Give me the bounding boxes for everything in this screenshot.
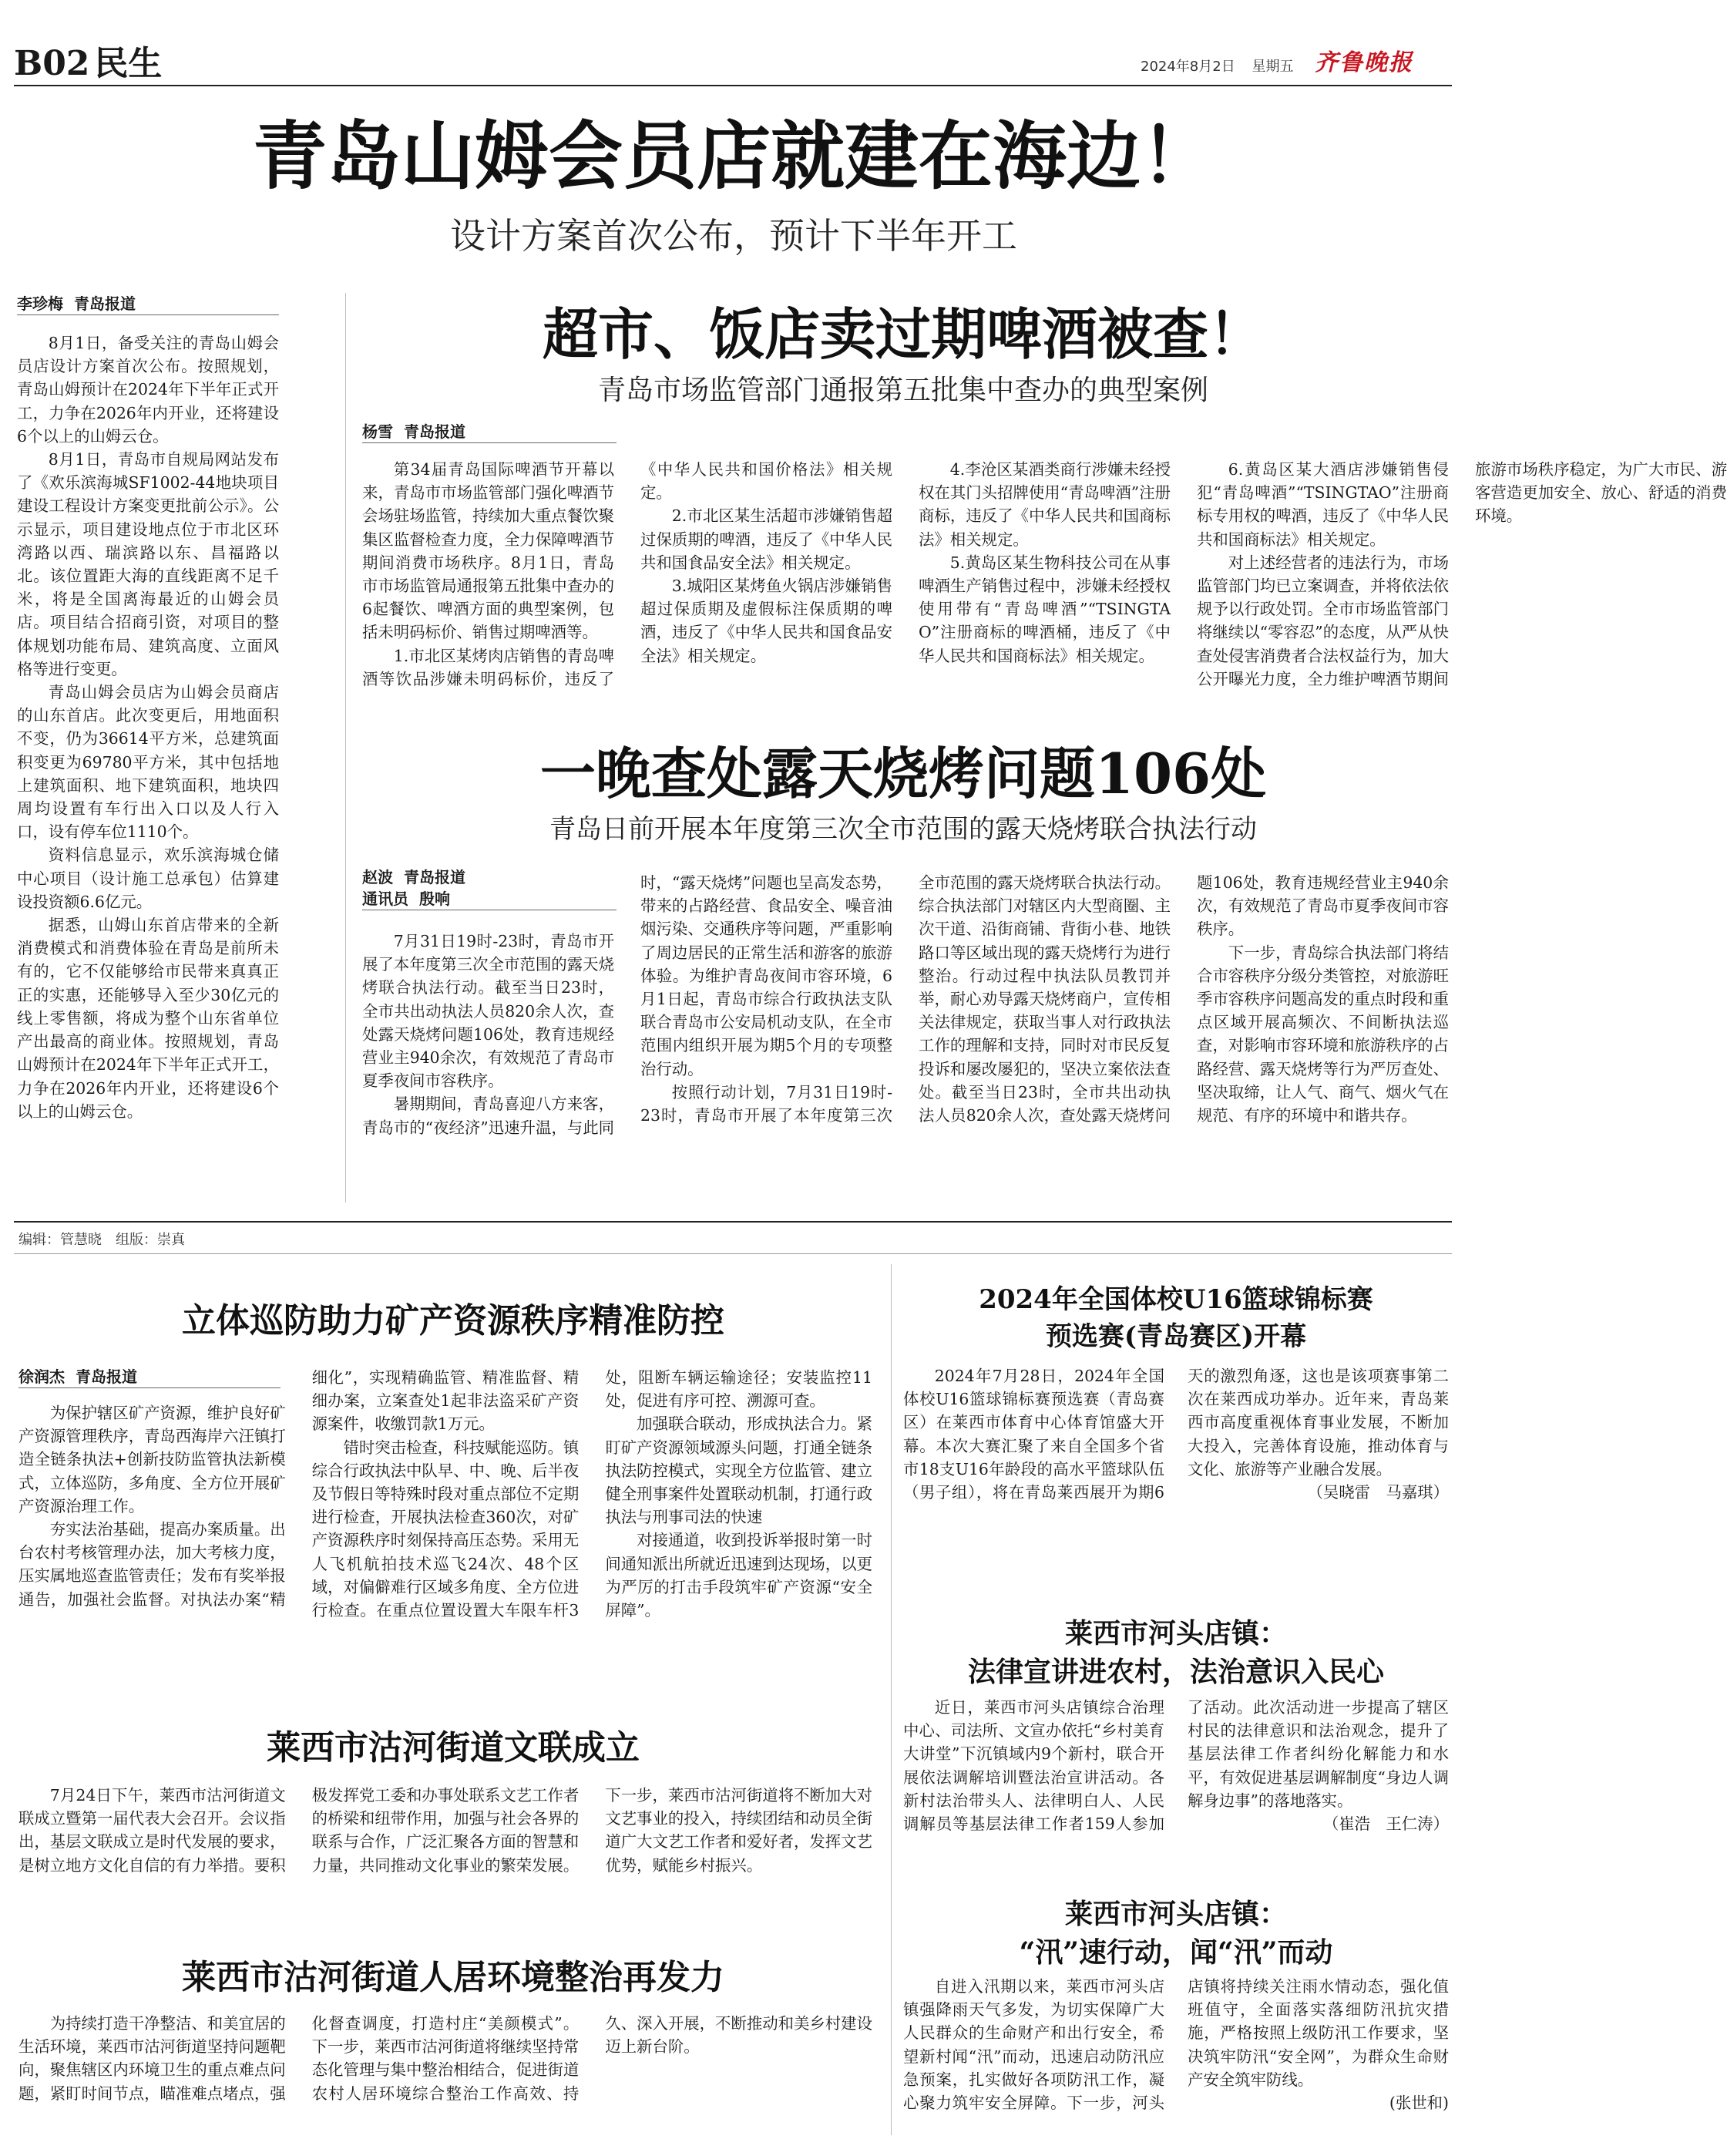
article6-title-line1: 莱西市河头店镇： — [1064, 1617, 1287, 1650]
byline-author: 杨雪 — [362, 422, 393, 441]
article7-body — [18, 1784, 872, 1935]
article8-title — [899, 1895, 1453, 1972]
article5-paragraph: 2024年7月28日，2024年全国体校U16篮球锦标赛预选赛（青岛赛区）在莱西市体育中心体育馆盛大开幕。本次大赛汇聚了来自全国多个省市18支U16年龄段的高水平篮球队伍（男子组），将在青岛莱西展开为期6天的激烈角逐，这也是该项赛事第二次在莱西成功举办。近年来，青岛莱西市高度重视体育事业发展，不断加大投入，完善体育设施，推动体育与文化、旅游等产业融合发展。 — [903, 1367, 1449, 1502]
article4-paragraph: 错时突击检查，科技赋能巡防。镇综合行政执法中队早、中、晚、后半夜及节假日等特殊时段对重点部位不定期进行检查，开展执法检查360次，对矿产资源秩序时刻保持高压态势。采用无人飞机航拍技术巡飞24次、48个区域，对偏僻难行区域多角度、全方位进行检查。在重点位置设置大车限车杆3处，阻断车辆运输途径；安装监控11处，促进有序可控、溯源可查。 — [311, 1368, 872, 1620]
byline-location: 青岛报道 — [74, 294, 136, 313]
column-divider — [891, 1264, 892, 2135]
article1-paragraph: 据悉，山姆山东首店带来的全新消费模式和消费体验在青岛是前所未有的，它不仅能够给市民带来真真正正的实惠，还能够导入至少30亿元的线上零售额，将成为整个山东省单位产出最高的商业体。按照规划，青岛山姆预计在2024年下半年正式开工，力争在2026年内开业，还将建设6个以上的山姆云仓。 — [17, 916, 279, 1121]
article3-paragraph: 下一步，青岛综合执法部门将结合市容秩序分级分类管控，对旅游旺季市容秩序问题高发的重点时段和重点区域开展高频次、不间断执法巡查，对影响市容环境和旅游秩序的占路经营、露天烧烤等行为严厉查处、坚决取缔，让人气、商气、烟火气在规范、有序的环境中和谐共存。 — [1197, 943, 1449, 1125]
issue-weekday: 星期五 — [1252, 59, 1294, 75]
page-code — [14, 35, 162, 85]
article8-body — [903, 1975, 1449, 2144]
article5-title-line1: 2024年全国体校U16篮球锦标赛 — [979, 1284, 1373, 1315]
article6-title — [899, 1614, 1453, 1691]
byline-location: 青岛报道 — [76, 1367, 137, 1386]
article4-paragraph: 为保护辖区矿产资源，维护良好矿产资源管理秩序，青岛西海岸六汪镇打造全链条执法+创新技防监管执法新模式，立体巡防，多角度、全方位开展矿产资源治理工作。 — [18, 1404, 286, 1515]
article2-subtitle: 青岛市场监管部门通报第五批集中查办的典型案例 — [597, 375, 1208, 406]
article1-paragraph: 青岛山姆会员店为山姆会员商店的山东首店。此次变更后，用地面积不变，仍为36614平方米，总建筑面积变更为69780平方米，其中包括地上建筑面积、地下建筑面积，地块四周均设置有车行出入口以及人行入口，设有停车位1110个。 — [17, 683, 279, 842]
article1-subtitle: 设计方案首次公布，预计下半年开工 — [450, 215, 1017, 257]
article2-title: 超市、饭店卖过期啤酒被查！ — [542, 301, 1264, 367]
article5-title-line2: 预选赛(青岛赛区)开幕 — [1045, 1321, 1307, 1352]
article7-paragraph: 7月24日下午，莱西市沽河街道文联成立暨第一届代表大会召开。会议指出，基层文联成立是时代发展的要求，是树立地方文化自信的有力举措。要积极发挥党工委和办事处联系文艺工作者的桥梁和纽带作用，加强与社会各界的联系与合作，广泛汇聚各方面的智慧和力量，共同推动文化事业的繁荣发展。下一步，莱西市沽河街道将不断加大对文艺事业的投入，持续团结和动员全街道广大文艺工作者和爱好者，发挥文艺优势，赋能乡村振兴。 — [18, 1786, 872, 1875]
article2-paragraph: 4.李沧区某酒类商行涉嫌未经授权在其门头招牌使用“青岛啤酒”注册商标，违反了《中华人民共和国商标法》相关规定。 — [919, 460, 1171, 549]
article8-title-line1: 莱西市河头店镇： — [1064, 1898, 1287, 1930]
article2-paragraph: 6.黄岛区某大酒店涉嫌销售侵犯“青岛啤酒”“TSINGTAO”注册商标专用权的啤酒，违反了《中华人民共和国商标法》相关规定。 — [1197, 460, 1449, 549]
article2-paragraph: 对上述经营者的违法行为，市场监管部门均已立案调查，并将依法依规予以行政处罚。全市市场监管部门将继续以“零容忍”的态度，从严从快查处侵害消费者合法权益行为，加大公开曝光力度，全力维护啤酒节期间旅游市场秩序稳定，为广大市民、游客营造更加安全、放心、舒适的消费环境。 — [1197, 460, 1727, 688]
article1-paragraph: 8月1日，备受关注的青岛山姆会员店设计方案首次公布。按照规划，青岛山姆预计在2024年下半年正式开工，力争在2026年内开业，还将建设6个以上的山姆云仓。 — [17, 334, 279, 446]
article9-title: 莱西市沽河街道人居环境整治再发力 — [182, 1958, 724, 1997]
article4-body — [18, 1366, 872, 1748]
byline-correspondent: 殷响 — [419, 890, 450, 908]
article4-paragraph: 夯实法治基础，提高办案质量。出台农村考核管理办法，加大考核力度，压实属地巡查监管责任；发布有奖举报通告，加强社会监督。对执法办案“精细化”，实现精确监管、精准监督、精细办案，立案查处1起非法盗采矿产资源案件，收缴罚款1万元。 — [18, 1368, 580, 1609]
byline-author: 赵波 — [362, 868, 393, 886]
masthead-rule — [14, 85, 1452, 86]
section-divider — [14, 1221, 1452, 1223]
article2-paragraph: 第34届青岛国际啤酒节开幕以来，青岛市市场监管部门强化啤酒节会场驻场监管，持续加大重点餐饮聚集区监督检查力度，全力保障啤酒节期间消费市场秩序。8月1日，青岛市市场监管局通报第五批集中查办的6起餐饮、啤酒方面的典型案例，包括未明码标价、销售过期啤酒等。 — [362, 460, 614, 642]
article3-subtitle: 青岛日前开展本年度第三次全市范围的露天烧烤联合执法行动 — [549, 814, 1257, 845]
article2-paragraph: 2.市北区某生活超市涉嫌销售超过保质期的啤酒，违反了《中华人民共和国食品安全法》相关规定。 — [640, 506, 892, 572]
article8-title-line2: “汛”速行动，闻“汛”而动 — [1019, 1936, 1333, 1969]
article4-paragraph: 对接通道，收到投诉举报时第一时间通知派出所就近迅速到达现场，以更为严厉的打击手段筑牢矿产资源“安全屏障”。 — [605, 1531, 872, 1620]
article6-body — [903, 1696, 1449, 1927]
article4-title: 立体巡防助力矿产资源秩序精准防控 — [182, 1301, 724, 1340]
article5-credit: （吴晓雷 马嘉琪） — [1307, 1483, 1449, 1502]
byline-author: 徐润杰 — [18, 1367, 65, 1386]
article3-paragraph: 暑期期间，青岛喜迎八方来客，青岛市的“夜经济”迅速升温，与此同时，“露天烧烤”问题也呈高发态势，带来的占路经营、食品安全、噪音油烟污染、交通秩序等问题，严重影响了周边居民的正常生活和游客的旅游体验。为维护青岛夜间市容环境，6月1日起，青岛市综合行政执法支队联合青岛市公安局机动支队，在全市范围内组织开展为期5个月的专项整治行动。 — [362, 873, 892, 1137]
byline-location: 青岛报道 — [404, 422, 465, 441]
article2-paragraph: 5.黄岛区某生物科技公司在从事啤酒生产销售过程中，涉嫌未经授权使用带有“青岛啤酒”“TSINGTAO”注册商标的啤酒桶，违反了《中华人民共和国商标法》相关规定。 — [919, 553, 1171, 665]
article1-paragraph: 资料信息显示，欢乐滨海城仓储中心项目（设计施工总承包）估算建设投资额6.6亿元。 — [17, 846, 279, 911]
byline-location: 青岛报道 — [404, 868, 465, 886]
masthead-date-line — [1141, 55, 1293, 76]
page-number: B02 — [14, 44, 90, 83]
editor-credits: 编辑：管慧晓 组版：崇真 — [18, 1232, 185, 1248]
newspaper-logo: 齐鲁晚报 — [1315, 49, 1413, 76]
article6-credit: （崔浩 王仁涛） — [1322, 1815, 1449, 1834]
article3-title: 一晚查处露天烧烤问题106处 — [539, 741, 1267, 806]
article9-body — [18, 2012, 872, 2141]
byline-author: 李珍梅 — [17, 294, 63, 313]
section-name: 民生 — [94, 44, 163, 83]
article2-body — [362, 458, 1727, 697]
article3-paragraph: 按照行动计划，7月31日19时-23时，青岛市开展了本年度第三次全市范围的露天烧烤联合执法行动。综合执法部门对辖区内大型商圈、主次干道、沿街商铺、背街小巷、地铁路口等区域出现的露天烧烤行为进行整治。行动过程中执法队员教罚并举，耐心劝导露天烧烤商户，宣传相关法律规定，获取当事人对行政执法工作的理解和支持，同时对市民反复投诉和屡改屡犯的，坚决立案依法查处。截至当日23时，全市共出动执法人员820余人次，查处露天烧烤问题106处，教育违规经营业主940余次，有效规范了青岛市夏季夜间市容秩序。 — [640, 873, 1449, 1125]
article1-body — [17, 331, 279, 1218]
article2-paragraph: 1.市北区某烤肉店销售的青岛啤酒等饮品涉嫌未明码标价，违反了《中华人民共和国价格法》相关规定。 — [362, 460, 892, 688]
article5-body — [903, 1364, 1449, 1596]
article9-paragraph: 为持续打造干净整洁、和美宜居的生活环境，莱西市沽河街道坚持问题靶向，聚焦辖区内环境卫生的重点难点问题，紧盯时间节点，瞄准难点堵点，强化督查调度，打造村庄“美颜模式”。下一步，莱西市沽河街道将继续坚持常态化管理与集中整治相结合，促进街道农村人居环境综合整治工作高效、持久、深入开展，不断推动和美乡村建设迈上新台阶。 — [18, 2014, 872, 2103]
article5-title — [899, 1281, 1453, 1355]
article4-paragraph: 加强联合联动，形成执法合力。紧盯矿产资源领域源头问题，打通全链条执法防控模式，实现全方位监管、建立健全刑事案件处置联动机制，打通行政执法与刑事司法的快速 — [605, 1414, 872, 1527]
article6-title-line2: 法律宣讲进农村，法治意识入民心 — [967, 1656, 1384, 1688]
section-divider-thin — [14, 1253, 1452, 1254]
article8-paragraph: 自进入汛期以来，莱西市河头店镇强降雨天气多发，为切实保障广大人民群众的生命财产和出行安全，希望新村闻“汛”而动，迅速启动防汛应急预案，扎实做好各项防汛工作，凝心聚力筑牢安全屏障。下一步，河头店镇将持续关注雨水情动态，强化值班值守，全面落实落细防汛抗灾措施，严格按照上级防汛工作要求，坚决筑牢防汛“安全网”，为群众生命财产安全筑牢防线。 — [903, 1977, 1449, 2113]
article1-paragraph: 8月1日，青岛市自规局网站发布了《欢乐滨海城SF1002-44地块项目建设工程设计方案变更批前公示》。公示显示，项目建设地点位于市北区环湾路以西、瑞滨路以东、昌福路以北。该位置距大海的直线距离不足千米，将是全国离海最近的山姆会员店。项目结合招商引资，对项目的整体规划功能布局、建筑高度、立面风格等进行变更。 — [17, 450, 279, 678]
issue-date: 2024年8月2日 — [1141, 59, 1235, 75]
article7-title: 莱西市沽河街道文联成立 — [267, 1728, 640, 1768]
column-divider — [345, 293, 346, 1202]
article3-paragraph: 7月31日19时-23时，青岛市开展了本年度第三次全市范围的露天烧烤联合执法行动。截至当日23时，全市共出动执法人员820余人次，查处露天烧烤问题106处，教育违规经营业主940余次，有效规范了青岛市夏季夜间市容秩序。 — [362, 932, 614, 1091]
article2-paragraph: 3.城阳区某烤鱼火锅店涉嫌销售超过保质期及虚假标注保质期的啤酒，违反了《中华人民共和国食品安全法》相关规定。 — [640, 577, 892, 665]
article1-byline — [17, 293, 279, 315]
article8-credit: (张世和) — [1389, 2094, 1449, 2113]
byline-correspondent-label: 通讯员 — [362, 890, 408, 908]
article2-byline — [362, 421, 617, 443]
article1-title: 青岛山姆会员店就建在海边！ — [253, 113, 1215, 200]
article6-paragraph: 近日，莱西市河头店镇综合治理中心、司法所、文宣办依托“乡村美育大讲堂”下沉镇域内9个新村，联合开展依法调解培训暨法治宣讲活动。各新村法治带头人、法律明白人、人民调解员等基层法律工作者159人参加了活动。此次活动进一步提高了辖区村民的法律意识和法治观念，提升了基层法律工作者纠纷化解能力和水平，有效促进基层调解制度“身边人调解身边事”的落地落实。 — [903, 1698, 1449, 1834]
article3-body — [362, 871, 1449, 1204]
